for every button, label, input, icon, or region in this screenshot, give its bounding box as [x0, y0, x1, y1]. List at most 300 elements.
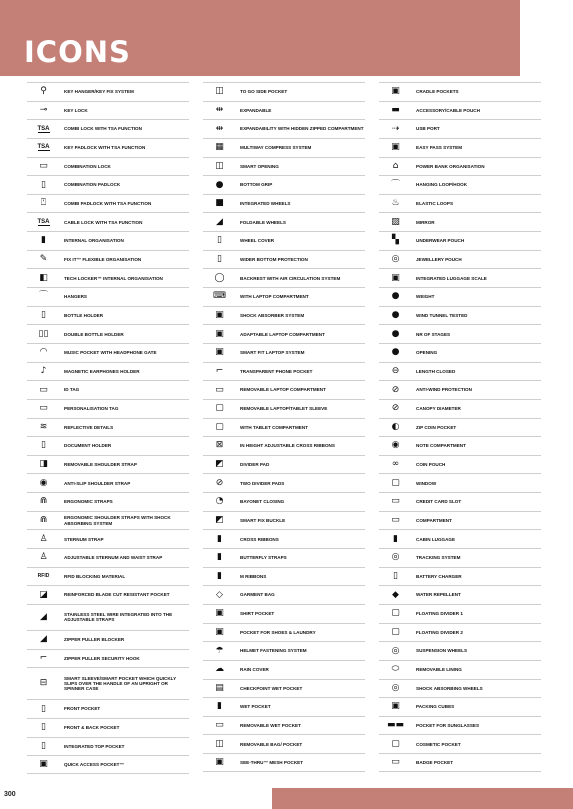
- icon-label: NR OF STAGES: [416, 331, 451, 337]
- icon-label: WINDOW: [416, 480, 437, 486]
- icon-row-tablet-sleeve: [203, 399, 365, 418]
- icon-row-mesh-pocket: [203, 753, 365, 772]
- icon-label: MIRROR: [416, 219, 435, 225]
- icon-label: CREDIT CARD SLOT: [416, 499, 462, 505]
- icon-label: POCKET FOR SUNGLASSES: [416, 722, 480, 728]
- icon-row-tsa-combi-padlock: [27, 194, 189, 213]
- icon-label: BOTTLE HOLDER: [64, 312, 104, 318]
- canopy-icon: ⊘: [391, 403, 400, 414]
- icon-row-rfid: [27, 567, 189, 586]
- smart-fit-icon: ▣: [215, 347, 224, 358]
- smart-opening-icon: ◫: [215, 160, 224, 171]
- icon-row-laptop: [203, 287, 365, 306]
- icon-label: FRONT POCKET: [64, 706, 101, 712]
- icon-row-cross-ribbons-adjustable: [203, 436, 365, 455]
- icon-row-internal-organisation: [27, 231, 189, 250]
- icon-row-tsa-cable-lock: [27, 212, 189, 231]
- icon-label: BACKREST WITH AIR CIRCULATION SYSTEM: [240, 275, 341, 281]
- icon-row-opening: [379, 343, 541, 362]
- tech-locker-icon: ◧: [39, 272, 48, 283]
- icon-label: BATTERY CHARGER: [416, 573, 462, 579]
- icon-label: COIN POUCH: [416, 461, 446, 467]
- combination-padlock-icon: ▯: [41, 179, 46, 190]
- mesh-pocket-icon: ▣: [215, 756, 224, 767]
- shock-absorber-icon: ▣: [215, 310, 224, 320]
- document-icon: ▯: [41, 440, 46, 451]
- icon-row-water-repellent: [379, 585, 541, 604]
- icon-label: INTERNAL ORGANISATION: [64, 238, 124, 244]
- icon-label: SHIRT POCKET: [240, 611, 275, 617]
- icon-row-removable-bag: [203, 734, 365, 753]
- icon-label: KEY HANGER/KEY FIX SYSTEM: [64, 89, 134, 95]
- fix-it-icon: ✎: [39, 254, 48, 265]
- icon-label: STAINLESS STEEL WIRE INTEGRATED INTO THE ADJUSTABLE STRAPS: [64, 612, 173, 623]
- icon-row-cable-pouch: [379, 101, 541, 120]
- icon-label: RFID BLOCKING MATERIAL: [64, 573, 126, 579]
- icon-label: WHEEL COVER: [240, 238, 275, 244]
- m-ribbons-icon: ▮: [217, 570, 222, 581]
- id-tag-icon: ▭: [39, 384, 48, 395]
- icon-row-compartment: [379, 511, 541, 530]
- icon-row-removable-lining: [379, 660, 541, 679]
- floating-divider-1-icon: ▢: [391, 608, 400, 619]
- icon-label: POWER BANK ORGANISATION: [416, 163, 485, 169]
- key-hanger-icon: ⚲: [40, 86, 47, 97]
- icon-row-headphones: [27, 343, 189, 362]
- internal-organisation-icon: ▮: [41, 235, 46, 246]
- icon-row-cross-ribbons: [203, 529, 365, 548]
- page-number: 300: [4, 791, 16, 798]
- quick-access-pocket-icon: ▣: [39, 758, 48, 769]
- icon-row-sunglasses: [379, 716, 541, 735]
- icon-row-badge: [379, 753, 541, 772]
- icon-label: ZIP COIN POCKET: [416, 424, 457, 430]
- icon-label: LENGTH CLOSED: [416, 368, 456, 374]
- icon-label: CHECKPOINT WET POCKET: [240, 685, 303, 691]
- icon-label: KEY PADLOCK WITH TSA FUNCTION: [64, 145, 146, 151]
- icon-row-anti-slip: [27, 473, 189, 492]
- icon-label: INTEGRATED WHEELS: [240, 201, 291, 207]
- icon-row-wheel-cover: [203, 231, 365, 250]
- icon-label: COMBINATION LOCK: [64, 163, 111, 169]
- bottom-protection-icon: ▯: [217, 254, 222, 265]
- luggage-scale-icon: ▣: [391, 272, 400, 283]
- length-closed-icon: ⊖: [391, 365, 400, 376]
- icon-label: CROSS RIBBONS: [240, 536, 279, 542]
- icon-label: ZIPPER PULLER BLOCKER: [64, 637, 125, 643]
- suspension-wheels-icon: ◎: [391, 645, 400, 656]
- icon-label: ACCESSORY/CABLE POUCH: [416, 107, 480, 113]
- icon-label: CABIN LUGGAGE: [416, 536, 456, 542]
- icon-label: WITH TABLET COMPARTMENT: [240, 424, 308, 430]
- icon-row-cradle-pockets: [379, 82, 541, 101]
- hidden-zip-icon: ⇹: [215, 123, 224, 134]
- icon-label: IN HEIGHT ADJUSTABLE CROSS RIBBONS: [240, 443, 335, 449]
- icon-label: SHOCK ABSORBER SYSTEM: [240, 312, 305, 318]
- icon-row-reflective: [27, 418, 189, 437]
- icon-label: SHOCK ABSORBING WHEELS: [416, 685, 483, 691]
- icon-row-tech-locker: [27, 268, 189, 287]
- compartment-icon: ▭: [391, 515, 400, 526]
- icon-label: SEE-THRU™ MESH POCKET: [240, 759, 304, 765]
- icon-label: PACKING CUBES: [416, 704, 455, 710]
- cross-ribbons-adjustable-icon: ⊠: [215, 440, 224, 451]
- icon-label: ELASTIC LOOPS: [416, 201, 454, 207]
- icon-label: ADAPTABLE LAPTOP COMPARTMENT: [240, 331, 325, 337]
- icon-label: ANTI-WIND PROTECTION: [416, 387, 472, 393]
- icon-label: HANGING LOOP/HOOK: [416, 182, 468, 188]
- shoulder-strap-icon: ◨: [39, 459, 48, 470]
- icon-row-shock-absorber: [203, 306, 365, 325]
- compress-icon: ▦: [215, 142, 224, 153]
- icon-label: COSMETIC POCKET: [416, 741, 461, 747]
- icon-row-packing-cubes: [379, 697, 541, 716]
- wet-pocket-icon: ▮: [217, 701, 222, 712]
- icon-label: REFLECTIVE DETAILS: [64, 424, 114, 430]
- icon-label: SMART FIT LAPTOP SYSTEM: [240, 350, 305, 356]
- icon-label: CABLE LOCK WITH TSA FUNCTION: [64, 219, 143, 225]
- divider-pad-icon: ◩: [215, 459, 224, 470]
- icon-row-quick-access-pocket: [27, 755, 189, 774]
- icon-row-note: [379, 436, 541, 455]
- icon-label: FRONT & BACK POCKET: [64, 725, 120, 731]
- icon-row-id-tag: [27, 380, 189, 399]
- zipper-blocker-icon: ◢: [40, 634, 47, 645]
- icon-row-helmet: [203, 641, 365, 660]
- credit-card-icon: ▭: [391, 496, 400, 507]
- icon-label: REMOVABLE SHOULDER STRAP: [64, 461, 137, 467]
- icon-label: INTEGRATED TOP POCKET: [64, 743, 125, 749]
- anti-slip-icon: ◉: [39, 477, 48, 488]
- icon-row-cabin-luggage: [379, 529, 541, 548]
- icon-label: KEY LOCK: [64, 107, 88, 113]
- icon-row-tsa-combi-lock: [27, 119, 189, 138]
- icon-label: EXPANDABILITY WITH HIDDEN ZIPPED COMPARTMENT: [240, 126, 364, 132]
- icon-row-bottom-protection: [203, 250, 365, 269]
- bayonet-icon: ◔: [215, 496, 224, 507]
- bottle-icon: ▯: [41, 310, 46, 320]
- icon-row-garment-bag: [203, 585, 365, 604]
- foldable-wheels-icon: ◢: [216, 216, 223, 227]
- cradle-pockets-icon: ▣: [391, 86, 400, 97]
- water-repellent-icon: ◆: [392, 589, 399, 600]
- key-lock-icon: ⊸: [39, 104, 48, 115]
- icon-label: WITH LAPTOP COMPARTMENT: [240, 294, 309, 300]
- icon-row-fix-it: [27, 250, 189, 269]
- backrest-icon: ◯: [214, 272, 225, 283]
- icon-row-shock-straps: [27, 511, 189, 530]
- removable-lining-icon: ⬭: [391, 664, 400, 675]
- checkpoint-icon: ▤: [215, 682, 224, 693]
- elastic-loops-icon: ♨: [391, 198, 400, 209]
- icon-row-suspension-wheels: [379, 641, 541, 660]
- icon-row-shock-wheels: [379, 679, 541, 698]
- tsa-combi-padlock-icon: ⍞: [40, 198, 47, 209]
- rain-cover-icon: ☁: [215, 664, 224, 675]
- blade-cut-icon: ◪: [39, 589, 48, 600]
- icon-row-tablet: [203, 418, 365, 437]
- icon-label: ADJUSTABLE STERNUM AND WAIST STRAP: [64, 555, 163, 561]
- buckle-icon: ◩: [215, 515, 224, 526]
- coin-icon: ∞: [391, 459, 400, 470]
- icon-label: PERSONALISATION TAG: [64, 406, 119, 412]
- icon-row-hidden-zip: [203, 119, 365, 138]
- icon-row-document: [27, 436, 189, 455]
- icon-row-cosmetic: [379, 734, 541, 753]
- badge-icon: ▭: [391, 756, 400, 767]
- icon-row-bottle: [27, 306, 189, 325]
- icon-row-checkpoint: [203, 679, 365, 698]
- icon-row-stages: [379, 324, 541, 343]
- icon-label: SMART SLEEVE/SMART POCKET WHICH QUICKLY SLIPS OVER THE HANDLE OF AN UPRIGHT OR SPINNER CASE: [64, 675, 177, 692]
- icon-label: ERGONOMIC SHOULDER STRAPS WITH SHOCK ABSORBING SYSTEM: [64, 515, 171, 526]
- icon-row-length-closed: [379, 362, 541, 381]
- icon-row-rain-cover: [203, 660, 365, 679]
- icon-row-mirror: [379, 212, 541, 231]
- icon-row-foldable-wheels: [203, 212, 365, 231]
- icon-label: FOLDABLE WHEELS: [240, 219, 286, 225]
- icon-row-ergonomic-straps: [27, 492, 189, 511]
- opening-icon: ●: [391, 347, 400, 358]
- icon-row-waist-strap: [27, 548, 189, 567]
- butterfly-straps-icon: ▮: [217, 552, 222, 563]
- shoes-icon: ▣: [215, 626, 224, 637]
- icon-label: STERNUM STRAP: [64, 536, 104, 542]
- icon-label: POCKET FOR SHOES & LAUNDRY: [240, 629, 316, 635]
- icon-row-battery: [379, 567, 541, 586]
- icon-label: OPENING: [416, 350, 438, 356]
- icon-row-jewellery: [379, 250, 541, 269]
- icon-label: FLOATING DIVIDER 1: [416, 611, 463, 617]
- cabin-luggage-icon: ▮: [393, 533, 398, 544]
- icon-label: ERGONOMIC STRAPS: [64, 499, 113, 505]
- icon-label: UNDERWEAR POUCH: [416, 238, 465, 244]
- icon-label: COMPARTMENT: [416, 517, 452, 523]
- icon-label: REMOVABLE LINING: [416, 667, 462, 673]
- helmet-icon: ☂: [215, 645, 224, 656]
- wheel-cover-icon: ▯: [217, 235, 222, 246]
- icon-label: BOTTOM GRIP: [240, 182, 273, 188]
- icon-label: SMART FIX BUCKLE: [240, 517, 286, 523]
- waist-strap-icon: ♙: [39, 552, 48, 563]
- icon-label: EXPANDABLE: [240, 107, 272, 113]
- icon-label: GARMENT BAG: [240, 592, 275, 598]
- icon-label: MUSIC POCKET WITH HEADPHONE GATE: [64, 350, 157, 356]
- icon-label: JEWELLERY POUCH: [416, 256, 462, 262]
- icon-row-integrated-wheels: [203, 194, 365, 213]
- rfid-icon: RFID: [37, 572, 50, 579]
- cross-ribbons-icon: ▮: [217, 533, 222, 544]
- icon-label: ANTI-SLIP SHOULDER STRAP: [64, 480, 131, 486]
- hanger-icon: ⌒: [38, 291, 48, 302]
- shirt-icon: ▣: [215, 608, 224, 619]
- icon-label: CRADLE POCKETS: [416, 89, 459, 95]
- icon-label: WEIGHT: [416, 294, 435, 300]
- icon-label: REMOVABLE WET POCKET: [240, 722, 301, 728]
- combination-lock-icon: ▭: [39, 160, 48, 171]
- ergonomic-straps-icon: ⋒: [39, 496, 48, 507]
- earphones-icon: ♪: [40, 365, 47, 376]
- reflective-icon: ≋: [39, 421, 48, 432]
- icon-row-shirt: [203, 604, 365, 623]
- icon-row-credit-card: [379, 492, 541, 511]
- icon-row-m-ribbons: [203, 567, 365, 586]
- icon-label: DOCUMENT HOLDER: [64, 443, 112, 449]
- icon-label: USB PORT: [416, 126, 440, 132]
- side-pocket-icon: ◫: [215, 86, 224, 97]
- icon-label: QUICK ACCESS POCKET™: [64, 761, 125, 767]
- icon-row-front-back-pocket: [27, 718, 189, 737]
- icon-row-bayonet: [203, 492, 365, 511]
- icon-row-key-hanger: [27, 82, 189, 101]
- icon-label: COMBI PADLOCK WITH TSA FUNCTION: [64, 201, 152, 207]
- icon-row-zipper-blocker: [27, 630, 189, 649]
- stages-icon: ●: [391, 328, 400, 339]
- bottom-grip-icon: ●: [215, 179, 224, 190]
- icon-row-smart-sleeve: [27, 667, 189, 699]
- icon-row-coin: [379, 455, 541, 474]
- jewellery-icon: ◎: [391, 254, 400, 265]
- easy-pass-icon: ▣: [391, 142, 400, 153]
- window-icon: ▢: [391, 477, 400, 488]
- icon-row-bottom-grip: [203, 175, 365, 194]
- icon-label: DIVIDER PAD: [240, 461, 270, 467]
- icon-row-smart-fit: [203, 343, 365, 362]
- icon-label: BADGE POCKET: [416, 759, 454, 765]
- icon-row-butterfly-straps: [203, 548, 365, 567]
- icon-row-floating-divider-1: [379, 604, 541, 623]
- icon-row-top-pocket: [27, 737, 189, 756]
- icon-label: TECH LOCKER™ INTERNAL ORGANISATION: [64, 275, 163, 281]
- shock-wheels-icon: ◎: [391, 682, 400, 693]
- icon-label: WIDER BOTTOM PROTECTION: [240, 256, 308, 262]
- icon-row-canopy: [379, 399, 541, 418]
- icon-label: COMBINATION PADLOCK: [64, 182, 121, 188]
- icon-label: HANGERS: [64, 294, 87, 300]
- removable-laptop-icon: ▭: [215, 384, 224, 395]
- icon-label: SMART OPENING: [240, 163, 279, 169]
- integrated-wheels-icon: ■: [215, 198, 224, 209]
- icon-row-two-divider-pads: [203, 473, 365, 492]
- shock-straps-icon: ⋒: [39, 515, 48, 526]
- icon-row-shoes: [203, 623, 365, 642]
- icon-label: FLOATING DIVIDER 2: [416, 629, 463, 635]
- icon-label: CANOPY DIAMETER: [416, 406, 461, 412]
- icon-row-personalisation-tag: [27, 399, 189, 418]
- icon-row-hanger: [27, 287, 189, 306]
- icon-label: TRANSPARENT PHONE POCKET: [240, 368, 313, 374]
- icon-column-3: [379, 82, 541, 772]
- icon-row-buckle: [203, 511, 365, 530]
- garment-bag-icon: ◇: [216, 589, 223, 600]
- tsa-key-padlock-icon: TSA: [37, 144, 50, 151]
- icon-label: RAIN COVER: [240, 667, 269, 673]
- icon-row-zipper-hook: [27, 649, 189, 668]
- tsa-combi-lock-icon: TSA: [37, 125, 50, 132]
- tablet-icon: ▢: [215, 421, 224, 432]
- cosmetic-icon: ▢: [391, 738, 400, 749]
- icon-row-side-pocket: [203, 82, 365, 101]
- icon-label: ZIPPER PULLER SECURITY HOOK: [64, 655, 140, 661]
- icon-row-front-pocket: [27, 699, 189, 718]
- steel-wire-icon: ◢: [40, 611, 47, 622]
- double-bottle-icon: ▯▯: [38, 328, 49, 339]
- laptop-icon: ⌨: [213, 291, 226, 302]
- icon-row-hanging-loop: [379, 175, 541, 194]
- icon-row-removable-laptop: [203, 380, 365, 399]
- top-pocket-icon: ▯: [41, 740, 46, 751]
- front-back-pocket-icon: ▯: [41, 722, 46, 733]
- icon-label: REINFORCED BLADE CUT RESISTANT POCKET: [64, 592, 170, 598]
- underwear-icon: ▚: [392, 235, 399, 246]
- icon-label: ID TAG: [64, 387, 80, 393]
- icon-row-earphones: [27, 362, 189, 381]
- icon-label: FIX IT™ FLEXIBLE ORGANISATION: [64, 256, 142, 262]
- expandable-icon: ⇹: [215, 104, 224, 115]
- removable-wet-pocket-icon: ▭: [215, 720, 224, 731]
- anti-wind-icon: ⊘: [391, 384, 400, 395]
- icon-row-combination-lock: [27, 157, 189, 176]
- icon-label: REMOVABLE LAPTOP/TABLET SLEEVE: [240, 406, 328, 412]
- icon-row-wet-pocket: [203, 697, 365, 716]
- icon-row-shoulder-strap: [27, 455, 189, 474]
- icon-label: SUSPENSION WHEELS: [416, 648, 468, 654]
- icon-row-divider-pad: [203, 455, 365, 474]
- packing-cubes-icon: ▣: [391, 701, 400, 712]
- icon-row-floating-divider-2: [379, 623, 541, 642]
- icon-label: MULTIWAY COMPRESS SYSTEM: [240, 145, 312, 151]
- battery-icon: ▯: [393, 570, 398, 581]
- icon-row-usb: [379, 119, 541, 138]
- icon-row-sternum-strap: [27, 529, 189, 548]
- icon-label: MAGNETIC EARPHONES HOLDER: [64, 368, 140, 374]
- tsa-cable-lock-icon: TSA: [37, 218, 50, 225]
- icon-label: TWO DIVIDER PADS: [240, 480, 285, 486]
- zipper-hook-icon: ⌐: [39, 652, 48, 663]
- phone-pocket-icon: ⌐: [215, 365, 224, 376]
- icon-row-double-bottle: [27, 324, 189, 343]
- icon-row-adaptable-laptop: [203, 324, 365, 343]
- icon-label: REMOVABLE LAPTOP COMPARTMENT: [240, 387, 326, 393]
- icon-row-compress: [203, 138, 365, 157]
- hanging-loop-icon: ⌒: [390, 179, 400, 190]
- icon-row-expandable: [203, 101, 365, 120]
- two-divider-pads-icon: ⊘: [215, 477, 224, 488]
- icon-row-removable-wet-pocket: [203, 716, 365, 735]
- icon-label: TO GO SIDE POCKET: [240, 89, 288, 95]
- icon-label: NOTE COMPARTMENT: [416, 443, 466, 449]
- headphones-icon: ◠: [39, 347, 48, 358]
- icon-row-weight: [379, 287, 541, 306]
- power-bank-icon: ⌂: [392, 160, 399, 171]
- icon-label: WATER REPELLENT: [416, 592, 461, 598]
- icon-row-underwear: [379, 231, 541, 250]
- icon-row-luggage-scale: [379, 268, 541, 287]
- icon-column-2: [203, 82, 365, 772]
- icon-label: DOUBLE BOTTLE HOLDER: [64, 331, 124, 337]
- icon-row-steel-wire: [27, 604, 189, 630]
- page-title: ICONS: [24, 35, 131, 69]
- icon-row-wind-tunnel: [379, 306, 541, 325]
- icon-row-tsa-key-padlock: [27, 138, 189, 157]
- note-icon: ◉: [391, 440, 400, 451]
- icon-label: BUTTERFLY STRAPS: [240, 555, 287, 561]
- zip-coin-icon: ◐: [391, 421, 400, 432]
- icon-row-elastic-loops: [379, 194, 541, 213]
- removable-bag-icon: ◫: [215, 738, 224, 749]
- icon-label: M RIBBONS: [240, 573, 267, 579]
- personalisation-tag-icon: ▭: [39, 403, 48, 414]
